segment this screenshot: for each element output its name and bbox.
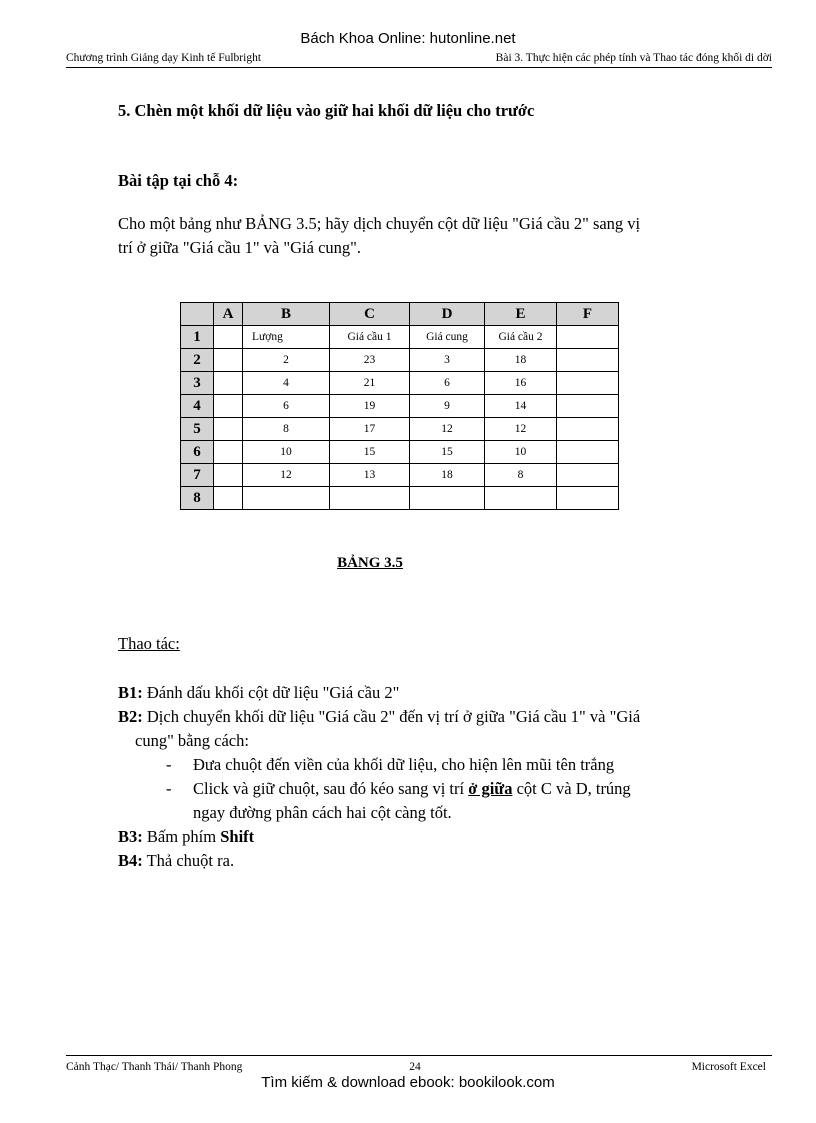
table-row (181, 418, 619, 441)
row-header: 6 (181, 441, 214, 464)
cell-c5: 17 (330, 418, 410, 441)
row-header: 7 (181, 464, 214, 487)
spreadsheet-table (180, 302, 619, 510)
cell-f2 (557, 349, 619, 372)
cell-f5 (557, 418, 619, 441)
top-banner: Bách Khoa Online: hutonline.net (300, 30, 516, 47)
cell-a3 (214, 372, 243, 395)
cell-f7 (557, 464, 619, 487)
step-label: B4: (118, 851, 143, 870)
cell-a1 (214, 326, 243, 349)
step-label: B3: (118, 827, 143, 846)
cell-b1: Lượng (243, 326, 330, 349)
cell-a4 (214, 395, 243, 418)
bullet-emphasis: ở giữa (468, 779, 513, 798)
footer-right: Microsoft Excel (691, 1061, 766, 1073)
cell-e8 (485, 487, 557, 510)
cell-a8 (214, 487, 243, 510)
column-header-e: E (485, 303, 557, 326)
cell-f4 (557, 395, 619, 418)
bullet-text-post: cột C và D, trúng (512, 779, 631, 798)
step-label: B1: (118, 683, 143, 702)
cell-b3: 4 (243, 372, 330, 395)
row-header: 3 (181, 372, 214, 395)
cell-d6: 15 (410, 441, 485, 464)
column-header-c: C (330, 303, 410, 326)
cell-d1: Giá cung (410, 326, 485, 349)
cell-b7: 12 (243, 464, 330, 487)
column-header-a: A (214, 303, 243, 326)
column-header-f: F (557, 303, 619, 326)
column-header-d: D (410, 303, 485, 326)
table-caption: BẢNG 3.5 (337, 555, 403, 571)
table-row (181, 441, 619, 464)
step-text: Bấm phím (142, 827, 221, 846)
row-header: 5 (181, 418, 214, 441)
cell-f3 (557, 372, 619, 395)
table-row (181, 326, 619, 349)
cell-b5: 8 (243, 418, 330, 441)
row-header: 2 (181, 349, 214, 372)
exercise-paragraph (118, 212, 718, 260)
step-b3 (118, 825, 728, 849)
cell-b6: 10 (243, 441, 330, 464)
bottom-banner: Tìm kiếm & download ebook: bookilook.com (261, 1074, 555, 1091)
header-right: Bài 3. Thực hiện các phép tính và Thao tác đóng khối di dời (495, 52, 772, 64)
steps-list (118, 681, 728, 873)
table-row (181, 395, 619, 418)
header-divider (66, 67, 772, 68)
cell-e3: 16 (485, 372, 557, 395)
bullet-dash: - (166, 779, 172, 798)
bullet-text: Đưa chuột đến viền của khối dữ liệu, cho hiện lên mũi tên trắng (193, 755, 615, 774)
cell-e5: 12 (485, 418, 557, 441)
table-row (181, 487, 619, 510)
cell-a2 (214, 349, 243, 372)
cell-a7 (214, 464, 243, 487)
step-text: Dịch chuyển khối dữ liệu "Giá cầu 2" đến vị trí ở giữa "Giá cầu 1" và "Giá (142, 707, 641, 726)
step-b2-bullet-2 (118, 777, 728, 801)
footer-page-number: 24 (409, 1061, 421, 1073)
step-b2-bullet-2-continuation: ngay đường phân cách hai cột càng tốt. (193, 803, 452, 822)
paragraph-line-1: Cho một bảng như BẢNG 3.5; hãy dịch chuyển cột dữ liệu "Giá cầu 2" sang vị (118, 214, 641, 233)
step-b2 (118, 705, 728, 729)
shift-key-label: Shift (220, 827, 255, 846)
step-b1 (118, 681, 728, 705)
cell-c7: 13 (330, 464, 410, 487)
row-header: 4 (181, 395, 214, 418)
cell-d5: 12 (410, 418, 485, 441)
cell-d4: 9 (410, 395, 485, 418)
column-header-b: B (243, 303, 330, 326)
step-b2-bullet-1 (118, 753, 728, 777)
cell-c1: Giá cầu 1 (330, 326, 410, 349)
cell-e6: 10 (485, 441, 557, 464)
table-row (181, 372, 619, 395)
table-row (181, 464, 619, 487)
header-left: Chương trình Giảng dạy Kinh tế Fulbright (66, 52, 262, 64)
operations-title: Thao tác: (118, 634, 180, 653)
row-header: 8 (181, 487, 214, 510)
step-label: B2: (118, 707, 143, 726)
cell-c6: 15 (330, 441, 410, 464)
cell-c2: 23 (330, 349, 410, 372)
cell-e1: Giá cầu 2 (485, 326, 557, 349)
section-title: 5. Chèn một khối dữ liệu vào giữ hai khối dữ liệu cho trước (118, 101, 535, 120)
bullet-text-pre: Click và giữ chuột, sau đó kéo sang vị trí (193, 779, 469, 798)
cell-a6 (214, 441, 243, 464)
column-header-row (181, 303, 619, 326)
step-text: Thả chuột ra. (142, 851, 235, 870)
cell-d7: 18 (410, 464, 485, 487)
footer-authors: Cảnh Thạc/ Thanh Thái/ Thanh Phong (66, 1061, 243, 1073)
cell-c8 (330, 487, 410, 510)
cell-b4: 6 (243, 395, 330, 418)
cell-b8 (243, 487, 330, 510)
step-b4 (118, 849, 728, 873)
footer-divider (66, 1055, 772, 1056)
cell-e7: 8 (485, 464, 557, 487)
cell-e4: 14 (485, 395, 557, 418)
cell-b2: 2 (243, 349, 330, 372)
exercise-title: Bài tập tại chỗ 4: (118, 171, 239, 190)
cell-e2: 18 (485, 349, 557, 372)
cell-f1 (557, 326, 619, 349)
paragraph-line-2: trí ở giữa "Giá cầu 1" và "Giá cung". (118, 238, 361, 257)
step-text: Đánh dấu khối cột dữ liệu "Giá cầu 2" (142, 683, 400, 702)
cell-f6 (557, 441, 619, 464)
corner-cell (181, 303, 214, 326)
bullet-dash: - (166, 755, 172, 774)
step-b2-continuation: cung" bằng cách: (135, 731, 249, 750)
cell-f8 (557, 487, 619, 510)
cell-a5 (214, 418, 243, 441)
table-row (181, 349, 619, 372)
row-header: 1 (181, 326, 214, 349)
cell-d2: 3 (410, 349, 485, 372)
cell-c4: 19 (330, 395, 410, 418)
cell-c3: 21 (330, 372, 410, 395)
cell-d8 (410, 487, 485, 510)
cell-d3: 6 (410, 372, 485, 395)
